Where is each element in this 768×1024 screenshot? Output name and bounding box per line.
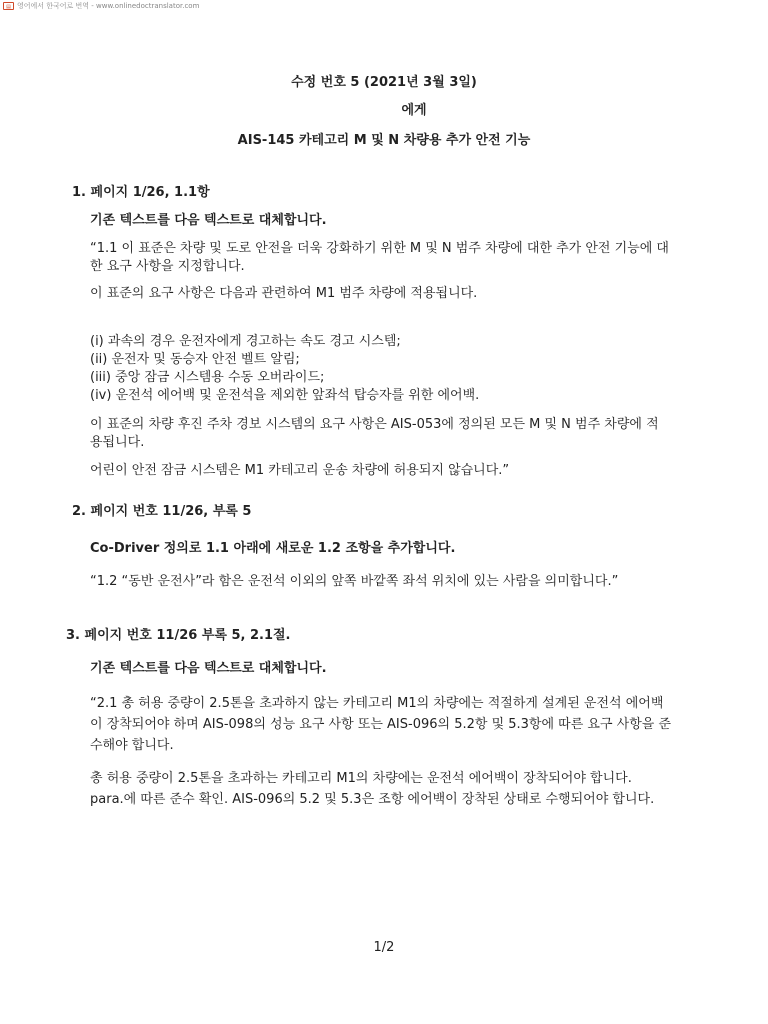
section-1-list-item: (iv) 운전석 에어백 및 운전석을 제외한 앞좌석 탑승자를 위한 에어백.: [90, 388, 480, 403]
section-2-instruction: Co-Driver 정의로 1.1 아래에 새로운 1.2 조항을 추가합니다.: [90, 541, 456, 556]
section-2-paragraph-1: “1.2 “동반 운전사”라 함은 운전석 이외의 앞쪽 바깥쪽 좌석 위치에 있는 사람을 의미합니다.”: [90, 574, 619, 589]
section-3-paragraph-2-line-2: para.에 따른 준수 확인. AIS-096의 5.2 및 5.3은 조항 에어백이 장착된 상태로 수행되어야 합니다.: [90, 792, 655, 807]
page-number: 1/2: [373, 940, 395, 955]
section-1-list-item: (ii) 운전자 및 동승자 안전 벨트 알림;: [90, 352, 300, 367]
section-1-paragraph-3-line-1: 이 표준의 차량 후진 주차 경보 시스템의 요구 사항은 AIS-053에 정의된 모든 M 및 N 범주 차량에 적: [90, 417, 659, 432]
section-3-paragraph-1-line-2: 이 장착되어야 하며 AIS-098의 성능 요구 사항 또는 AIS-096의 5.2항 및 5.3항에 따른 요구 사항을 준: [90, 717, 672, 732]
section-1-heading: 1. 페이지 1/26, 1.1항: [72, 185, 210, 200]
amendment-to-label: 에게: [401, 103, 427, 118]
section-1-paragraph-1-line-2: 한 요구 사항을 지정합니다.: [90, 259, 245, 274]
section-3-instruction: 기존 텍스트를 다음 텍스트로 대체합니다.: [90, 661, 327, 676]
section-3-paragraph-1-line-3: 수해야 합니다.: [90, 738, 174, 753]
section-1-paragraph-4: 어린이 안전 잠금 시스템은 M1 카테고리 운송 차량에 허용되지 않습니다.”: [90, 463, 510, 478]
section-2-heading: 2. 페이지 번호 11/26, 부록 5: [72, 504, 252, 519]
section-3-paragraph-2-line-1: 총 허용 중량이 2.5톤을 초과하는 카테고리 M1의 차량에는 운전석 에어백이 장착되어야 합니다.: [90, 771, 632, 786]
document-title: AIS-145 카테고리 M 및 N 차량용 추가 안전 기능: [237, 133, 531, 148]
watermark-text: 영어에서 한국어로 번역 - www.onlinedoctranslator.com: [17, 2, 200, 10]
document-translate-icon: ▤: [3, 2, 14, 10]
section-1-list-item: (iii) 중앙 잠금 시스템용 수동 오버라이드;: [90, 370, 325, 385]
section-1-list-item: (i) 과속의 경우 운전자에게 경고하는 속도 경고 시스템;: [90, 334, 401, 349]
section-3-paragraph-1-line-1: “2.1 총 허용 중량이 2.5톤을 초과하지 않는 카테고리 M1의 차량에는 적절하게 설계된 운전석 에어백: [90, 696, 664, 711]
section-3-heading: 3. 페이지 번호 11/26 부록 5, 2.1절.: [66, 628, 291, 643]
amendment-title: 수정 번호 5 (2021년 3월 3일): [291, 75, 477, 90]
section-1-paragraph-1-line-1: “1.1 이 표준은 차량 및 도로 안전을 더욱 강화하기 위한 M 및 N 범주 차량에 대한 추가 안전 기능에 대: [90, 241, 669, 256]
translator-watermark: [3, 0, 199, 12]
section-1-paragraph-2: 이 표준의 요구 사항은 다음과 관련하여 M1 범주 차량에 적용됩니다.: [90, 286, 478, 301]
section-1-paragraph-3-line-2: 용됩니다.: [90, 435, 145, 450]
section-1-instruction: 기존 텍스트를 다음 텍스트로 대체합니다.: [90, 213, 327, 228]
